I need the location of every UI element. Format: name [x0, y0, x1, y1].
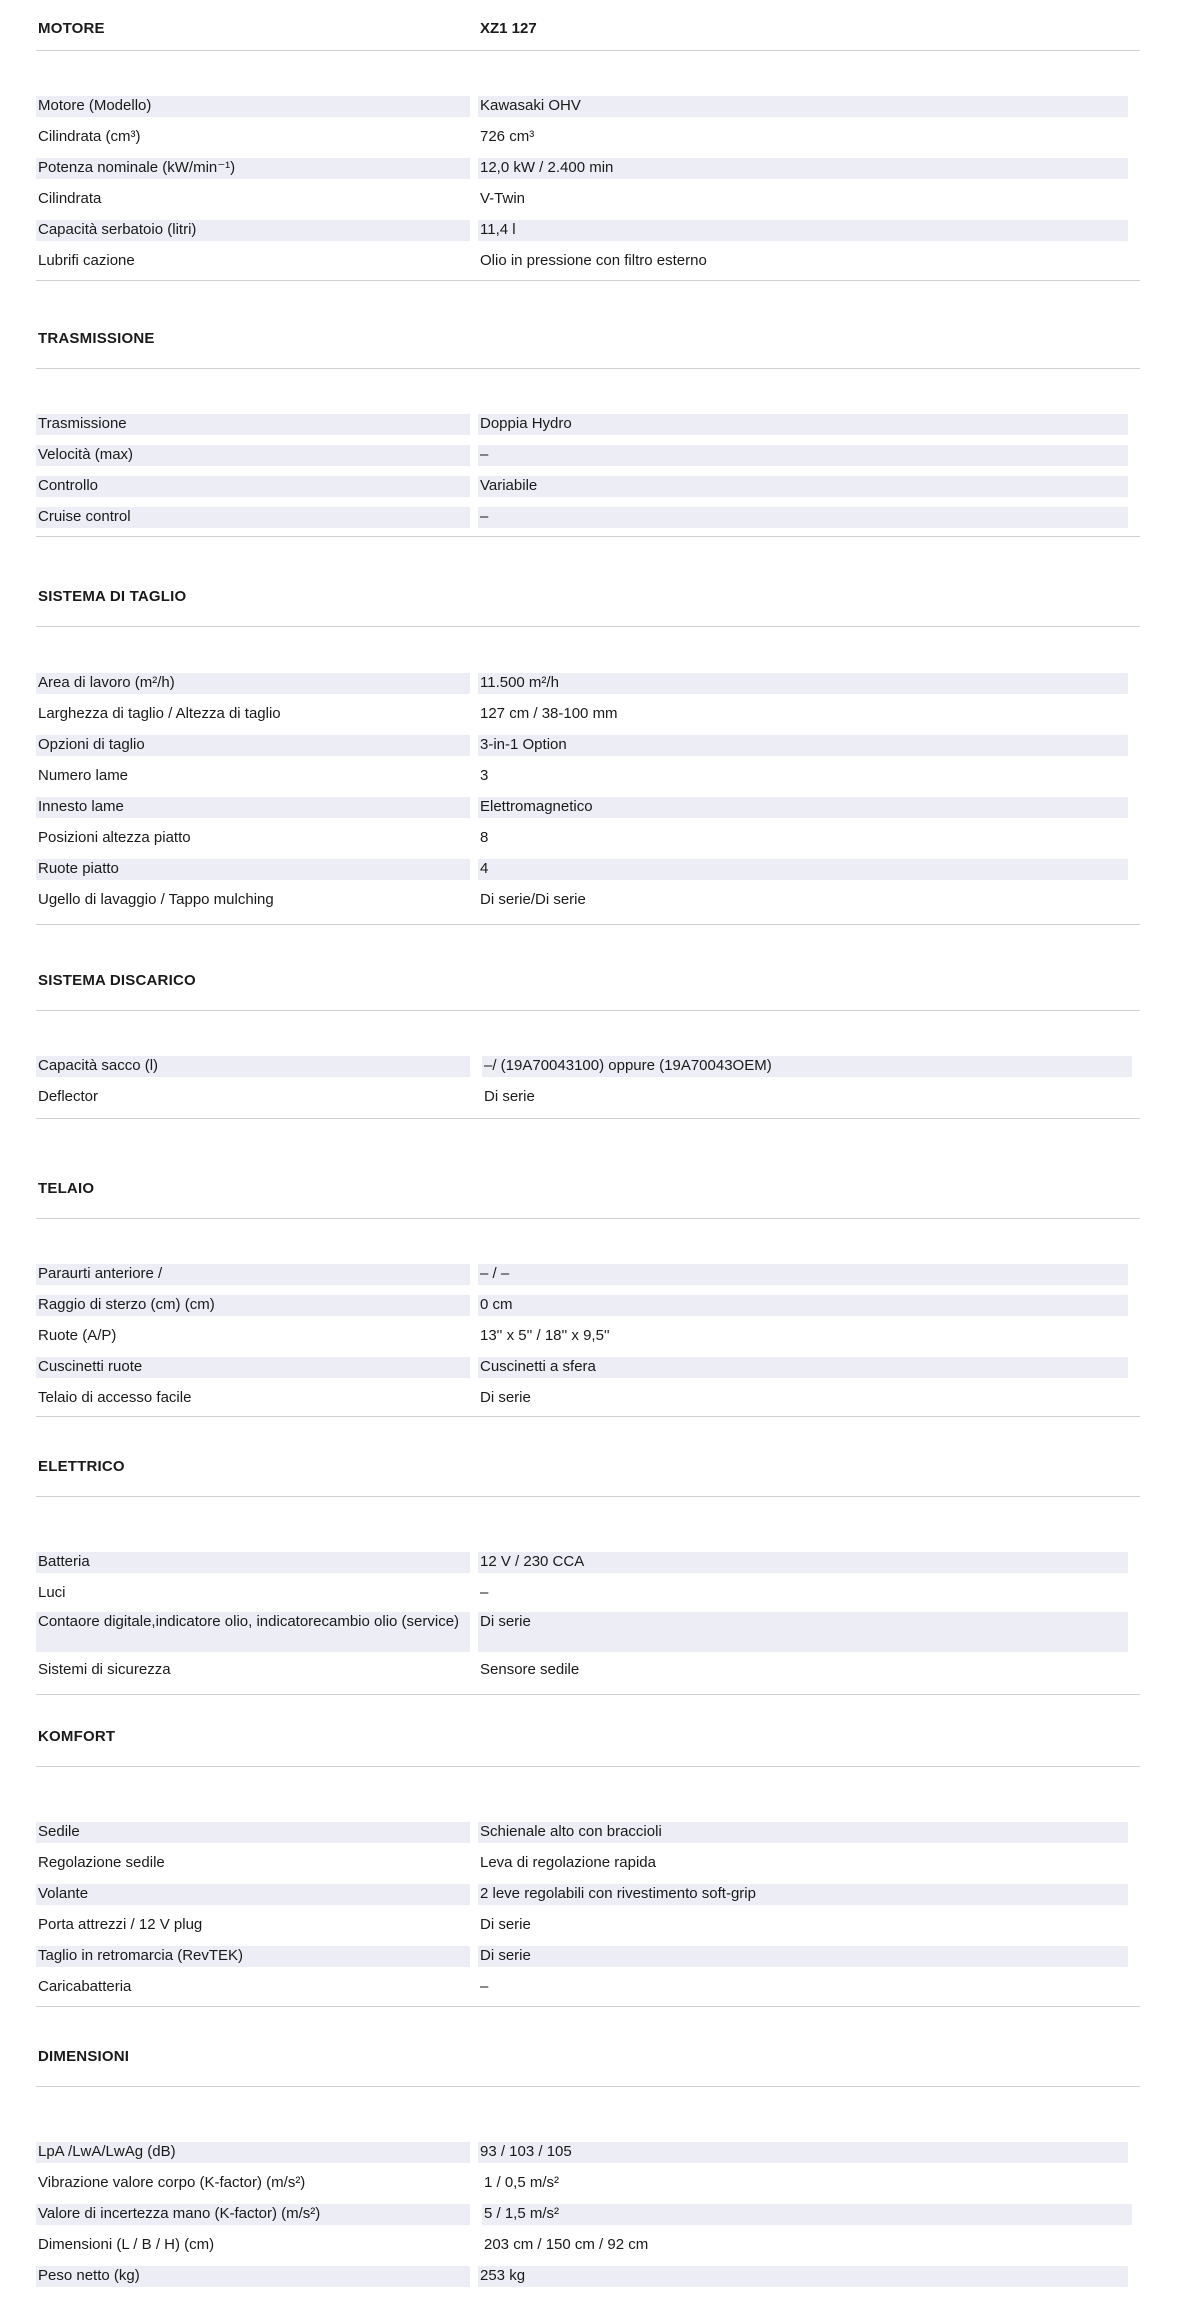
table-row	[36, 1577, 1140, 1608]
spec-value: –	[480, 1978, 489, 1995]
section-komfort	[36, 1708, 1140, 1995]
spec-value: 4	[478, 859, 1128, 880]
spec-value: V-Twin	[480, 190, 526, 207]
spec-value: Di serie/Di serie	[480, 891, 586, 908]
spec-value: 1 / 0,5 m/s²	[484, 2174, 560, 2191]
spec-value: 12,0 kW / 2.400 min	[478, 158, 1128, 179]
table-row	[36, 1971, 1140, 2002]
spec-label: Cruise control	[36, 507, 470, 528]
table-row	[36, 439, 1140, 470]
table-row	[36, 791, 1140, 822]
section-title: SISTEMA DI TAGLIO	[38, 588, 187, 605]
spec-label: Velocità (max)	[36, 445, 470, 466]
spec-label: Innesto lame	[36, 797, 470, 818]
table-row	[36, 152, 1140, 183]
section-divider	[36, 280, 1140, 281]
table-row	[36, 1546, 1140, 1577]
spec-label: Luci	[38, 1584, 66, 1601]
section-title: KOMFORT	[38, 1728, 116, 1745]
table-row	[36, 2167, 1140, 2198]
spec-value: 3	[480, 767, 489, 784]
spec-label: Cuscinetti ruote	[36, 1357, 470, 1378]
spec-label: Telaio di accesso facile	[38, 1389, 192, 1406]
section-divider	[36, 1416, 1140, 1417]
spec-label: Ruote piatto	[36, 859, 470, 880]
section-title: TELAIO	[38, 1180, 95, 1197]
spec-value: 11.500 m²/h	[478, 673, 1128, 694]
table-row	[36, 853, 1140, 884]
spec-label: Area di lavoro (m²/h)	[36, 673, 470, 694]
section-telaio	[36, 1160, 1140, 1406]
spec-label: Contaore digitale,indicatore olio, indicatorecambio olio (service)	[36, 1612, 470, 1652]
spec-label: Valore di incertezza mano (K-factor) (m/s²)	[36, 2204, 470, 2225]
section-title: MOTORE	[38, 20, 105, 37]
spec-label: Sedile	[36, 1822, 470, 1843]
spec-value: Leva di regolazione rapida	[480, 1854, 656, 1871]
section-title: SISTEMA DISCARICO	[38, 972, 196, 989]
spec-value: Doppia Hydro	[478, 414, 1128, 435]
spec-label: Posizioni altezza piatto	[38, 829, 191, 846]
spec-label: Deflector	[38, 1088, 99, 1105]
spec-label: Raggio di sterzo (cm) (cm)	[36, 1295, 470, 1316]
spec-value: Schienale alto con braccioli	[478, 1822, 1128, 1843]
table-row	[36, 1654, 1140, 1685]
table-row	[36, 1320, 1140, 1351]
spec-value: 203 cm / 150 cm / 92 cm	[484, 2236, 649, 2253]
spec-value: Olio in pressione con filtro esterno	[480, 252, 707, 269]
spec-table	[36, 2136, 1140, 2291]
section-title: DIMENSIONI	[38, 2048, 130, 2065]
table-row	[36, 1081, 1140, 1112]
table-row	[36, 698, 1140, 729]
spec-value: 11,4 l	[478, 220, 1128, 241]
table-row	[36, 1847, 1140, 1878]
spec-label: Larghezza di taglio / Altezza di taglio	[38, 705, 281, 722]
spec-value: Sensore sedile	[480, 1661, 580, 1678]
section-sistema-di-taglio	[36, 568, 1140, 908]
spec-value: 2 leve regolabili con rivestimento soft-grip	[478, 1884, 1128, 1905]
section-trasmissione	[36, 310, 1140, 525]
spec-label: Numero lame	[38, 767, 129, 784]
section-title: ELETTRICO	[38, 1458, 125, 1475]
table-row	[36, 1608, 1140, 1654]
spec-table	[36, 1258, 1140, 1413]
spec-value: 0 cm	[478, 1295, 1128, 1316]
spec-label: Taglio in retromarcia (RevTEK)	[36, 1946, 470, 1967]
spec-label: Vibrazione valore corpo (K-factor) (m/s²)	[38, 2174, 306, 2191]
spec-label: Porta attrezzi / 12 V plug	[38, 1916, 203, 1933]
spec-label: Motore (Modello)	[36, 96, 470, 117]
table-row	[36, 183, 1140, 214]
spec-label: Peso netto (kg)	[36, 2266, 470, 2287]
spec-value: –/ (19A70043100) oppure (19A70043OEM)	[482, 1056, 1132, 1077]
table-row	[36, 1050, 1140, 1081]
table-row	[36, 214, 1140, 245]
spec-value: 5 / 1,5 m/s²	[482, 2204, 1132, 2225]
table-row	[36, 822, 1140, 853]
table-row	[36, 2136, 1140, 2167]
spec-value: Di serie	[480, 1916, 531, 1933]
table-row	[36, 1909, 1140, 1940]
spec-label: Cilindrata	[38, 190, 102, 207]
table-row	[36, 470, 1140, 501]
table-row	[36, 2229, 1140, 2260]
spec-value: Variabile	[478, 476, 1128, 497]
spec-table	[36, 667, 1140, 915]
spec-value: – / –	[478, 1264, 1128, 1285]
spec-value: 3-in-1 Option	[478, 735, 1128, 756]
section-header	[36, 1160, 1140, 1219]
table-row	[36, 1940, 1140, 1971]
spec-value: –	[478, 445, 1128, 466]
spec-value: Di serie	[478, 1946, 1128, 1967]
table-row	[36, 884, 1140, 915]
section-divider	[36, 924, 1140, 925]
spec-table	[36, 1546, 1140, 1685]
spec-value: Cuscinetti a sfera	[478, 1357, 1128, 1378]
spec-label: Opzioni di taglio	[36, 735, 470, 756]
table-row	[36, 667, 1140, 698]
table-row	[36, 2198, 1140, 2229]
section-header	[36, 0, 1140, 51]
section-title: TRASMISSIONE	[38, 330, 155, 347]
spec-value: Di serie	[484, 1088, 535, 1105]
spec-label: Capacità sacco (l)	[36, 1056, 470, 1077]
spec-value: Di serie	[480, 1389, 531, 1406]
spec-label: Lubrifi cazione	[38, 252, 135, 269]
model-name: XZ1 127	[480, 20, 537, 37]
spec-value: Kawasaki OHV	[478, 96, 1128, 117]
spec-table	[36, 90, 1140, 276]
table-row	[36, 1816, 1140, 1847]
spec-table	[36, 1050, 1140, 1112]
section-divider	[36, 1118, 1140, 1119]
section-dimensioni	[36, 2028, 1140, 2284]
section-divider	[36, 1694, 1140, 1695]
spec-label: Capacità serbatoio (litri)	[36, 220, 470, 241]
spec-table	[36, 408, 1140, 532]
spec-value: 253 kg	[478, 2266, 1128, 2287]
spec-value: –	[478, 507, 1128, 528]
spec-label: Controllo	[36, 476, 470, 497]
section-header	[36, 1438, 1140, 1497]
spec-label: Regolazione sedile	[38, 1854, 165, 1871]
spec-label: LpA /LwA/LwAg (dB)	[36, 2142, 470, 2163]
spec-label: Cilindrata (cm³)	[38, 128, 141, 145]
spec-label: Dimensioni (L / B / H) (cm)	[38, 2236, 215, 2253]
spec-value: 93 / 103 / 105	[478, 2142, 1128, 2163]
spec-label: Paraurti anteriore /	[36, 1264, 470, 1285]
section-header	[36, 568, 1140, 627]
table-row	[36, 245, 1140, 276]
spec-label: Sistemi di sicurezza	[38, 1661, 171, 1678]
section-header	[36, 952, 1140, 1011]
section-divider	[36, 2006, 1140, 2007]
table-row	[36, 1382, 1140, 1413]
section-header	[36, 1708, 1140, 1767]
table-row	[36, 1878, 1140, 1909]
table-row	[36, 1289, 1140, 1320]
section-divider	[36, 536, 1140, 537]
spec-value: –	[480, 1584, 489, 1601]
spec-label: Volante	[36, 1884, 470, 1905]
table-row	[36, 90, 1140, 121]
spec-value: 726 cm³	[480, 128, 535, 145]
table-row	[36, 760, 1140, 791]
spec-value: Di serie	[478, 1612, 1128, 1652]
section-elettrico	[36, 1438, 1140, 1678]
table-row	[36, 1258, 1140, 1289]
spec-label: Trasmissione	[36, 414, 470, 435]
table-row	[36, 729, 1140, 760]
table-row	[36, 121, 1140, 152]
section-sistema-discarico	[36, 952, 1140, 1105]
table-row	[36, 408, 1140, 439]
table-row	[36, 2260, 1140, 2291]
spec-label: Potenza nominale (kW/min⁻¹)	[36, 158, 470, 179]
spec-value: 127 cm / 38-100 mm	[480, 705, 618, 722]
section-header	[36, 310, 1140, 369]
spec-table	[36, 1816, 1140, 2002]
spec-value: 8	[480, 829, 489, 846]
section-motore	[36, 0, 1140, 269]
spec-value: 12 V / 230 CCA	[478, 1552, 1128, 1573]
spec-value: 13'' x 5'' / 18'' x 9,5''	[480, 1327, 610, 1344]
spec-value: Elettromagnetico	[478, 797, 1128, 818]
spec-label: Ugello di lavaggio / Tappo mulching	[38, 891, 274, 908]
table-row	[36, 501, 1140, 532]
spec-label: Ruote (A/P)	[38, 1327, 117, 1344]
table-row	[36, 1351, 1140, 1382]
spec-label: Caricabatteria	[38, 1978, 132, 1995]
section-header	[36, 2028, 1140, 2087]
spec-label: Batteria	[36, 1552, 470, 1573]
